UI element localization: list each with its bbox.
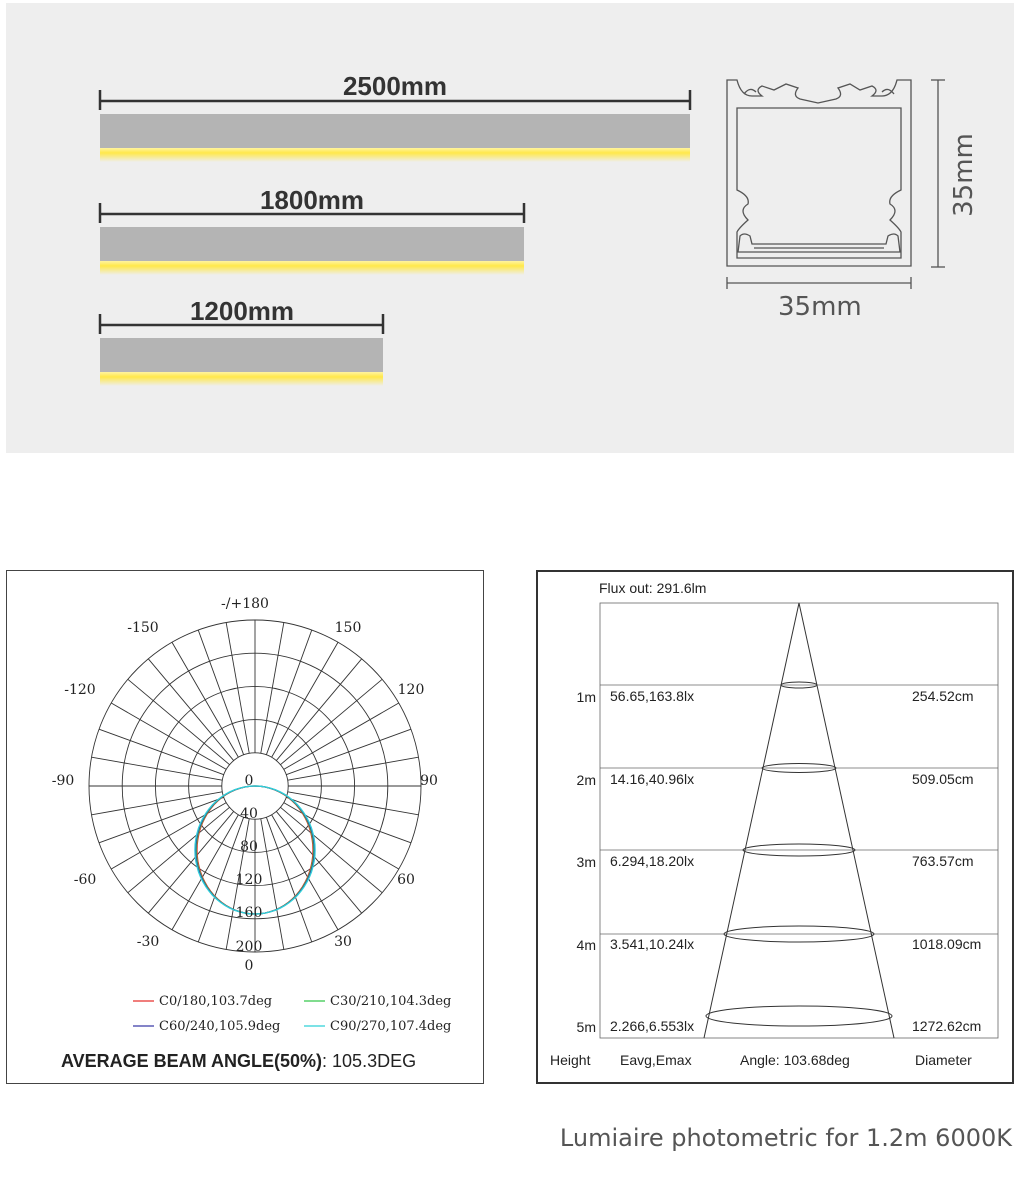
row-diameter-2m: 509.05cm	[912, 771, 974, 787]
polar-spoke	[172, 815, 238, 930]
polar-spoke	[148, 659, 233, 761]
polar-diagram-panel	[6, 570, 484, 1084]
radial-label-160: 160	[235, 905, 263, 921]
angle-label-60: 60	[397, 872, 415, 888]
angle-label-150: 150	[334, 620, 362, 636]
radial-label-80: 80	[240, 839, 258, 855]
polar-spoke	[286, 797, 411, 842]
row-height-5m: 5m	[576, 1019, 596, 1035]
angle-label-120: 120	[397, 682, 425, 698]
radial-label-200: 200	[235, 939, 263, 955]
row-values-5m: 2.266,6.553lx	[610, 1018, 695, 1034]
row-height-4m: 4m	[576, 937, 596, 953]
row-diameter-4m: 1018.09cm	[912, 936, 982, 952]
legend-item-c30	[304, 994, 451, 1009]
polar-spoke	[111, 803, 226, 869]
profile-cross-section	[727, 80, 911, 266]
cone-diagram	[538, 572, 1012, 1082]
polar-spoke	[92, 792, 223, 815]
row-values-1m: 56.65,163.8lx	[610, 688, 695, 704]
cone-grid	[600, 603, 998, 1038]
row-values-3m: 6.294,18.20lx	[610, 853, 695, 869]
legend-item-c90	[304, 1019, 451, 1034]
polar-spoke	[266, 817, 311, 942]
polar-spoke	[276, 811, 361, 913]
polar-spoke	[288, 757, 419, 780]
radial-label-40: 40	[240, 806, 258, 822]
row-values-4m: 3.541,10.24lx	[610, 936, 695, 952]
flux-label: Flux out: 291.6lm	[599, 580, 707, 596]
angle-label-neg120: -120	[64, 682, 96, 698]
row-height-3m: 3m	[576, 854, 596, 870]
polar-spoke	[148, 811, 233, 913]
legend-label-c30: C30/210,104.3deg	[330, 994, 452, 1009]
polar-spoke	[286, 729, 411, 774]
polar-spoke	[128, 807, 230, 892]
polar-spoke	[226, 623, 249, 754]
dimension-drawing	[0, 0, 1016, 460]
row-height-1m: 1m	[576, 689, 596, 705]
legend-label-c90: C90/270,107.4deg	[330, 1019, 452, 1034]
angle-label-neg150: -150	[127, 620, 159, 636]
polar-spoke	[111, 703, 226, 769]
cone-footer	[550, 1052, 972, 1068]
polar-spoke	[261, 623, 284, 754]
polar-spoke	[284, 703, 399, 769]
radial-label-120: 120	[235, 872, 263, 888]
angle-label-neg60: -60	[73, 872, 97, 888]
polar-spoke	[288, 792, 419, 815]
polar-spoke	[266, 630, 311, 755]
legend-item-c0	[133, 994, 272, 1009]
legend-label-c60: C60/240,105.9deg	[159, 1019, 281, 1034]
footer-diameter: Diameter	[915, 1052, 972, 1068]
profile-width-label: 35mm	[778, 292, 862, 322]
polar-spoke	[280, 807, 382, 892]
footer-eavg: Eavg,Emax	[620, 1052, 692, 1068]
polar-spoke	[198, 630, 243, 755]
average-beam-pct: (50%)	[274, 1051, 323, 1071]
row-values-2m: 14.16,40.96lx	[610, 771, 695, 787]
angle-label-neg90: -90	[51, 773, 75, 789]
polar-spoke	[284, 803, 399, 869]
legend-label-c0: C0/180,103.7deg	[159, 994, 273, 1009]
length-label-2500: 2500mm	[342, 71, 448, 101]
angle-label-180: -/+180	[221, 596, 269, 612]
row-diameter-3m: 763.57cm	[912, 853, 974, 869]
polar-spoke	[128, 679, 230, 764]
caption: Lumiaire photometric for 1.2m 6000K	[559, 1124, 1012, 1152]
average-beam-prefix: AVERAGE BEAM ANGLE	[61, 1051, 275, 1071]
length-label-1800: 1800mm	[259, 185, 365, 215]
angle-label-neg30: -30	[136, 934, 160, 950]
footer-angle: Angle: 103.68deg	[740, 1052, 850, 1068]
footer-height: Height	[550, 1052, 591, 1068]
profile-height-label: 35mm	[948, 133, 979, 217]
cone-rows	[577, 688, 982, 1035]
polar-spoke	[99, 729, 224, 774]
polar-spoke	[99, 797, 224, 842]
legend-item-c60	[133, 1019, 280, 1034]
angle-label-90: 90	[420, 773, 438, 789]
polar-diagram	[7, 571, 483, 1083]
polar-radial-labels	[236, 773, 263, 955]
row-diameter-5m: 1272.62cm	[912, 1018, 982, 1034]
angle-label-0: 0	[244, 958, 254, 974]
polar-spoke	[280, 679, 382, 764]
cone-shape	[704, 603, 894, 1038]
polar-spoke	[276, 659, 361, 761]
angle-label-30: 30	[334, 934, 352, 950]
polar-spoke	[272, 815, 338, 930]
radial-label-0: 0	[244, 773, 254, 789]
polar-legend	[133, 994, 451, 1034]
row-diameter-1m: 254.52cm	[912, 688, 974, 704]
polar-spoke	[272, 642, 338, 757]
polar-spoke	[172, 642, 238, 757]
row-height-2m: 2m	[576, 772, 596, 788]
average-beam-value: : 105.3DEG	[322, 1051, 417, 1071]
average-beam-angle	[61, 1051, 416, 1071]
cone-diagram-panel	[536, 570, 1014, 1084]
polar-spoke	[92, 757, 223, 780]
length-label-1200: 1200mm	[189, 296, 295, 326]
polar-spoke	[261, 819, 284, 950]
